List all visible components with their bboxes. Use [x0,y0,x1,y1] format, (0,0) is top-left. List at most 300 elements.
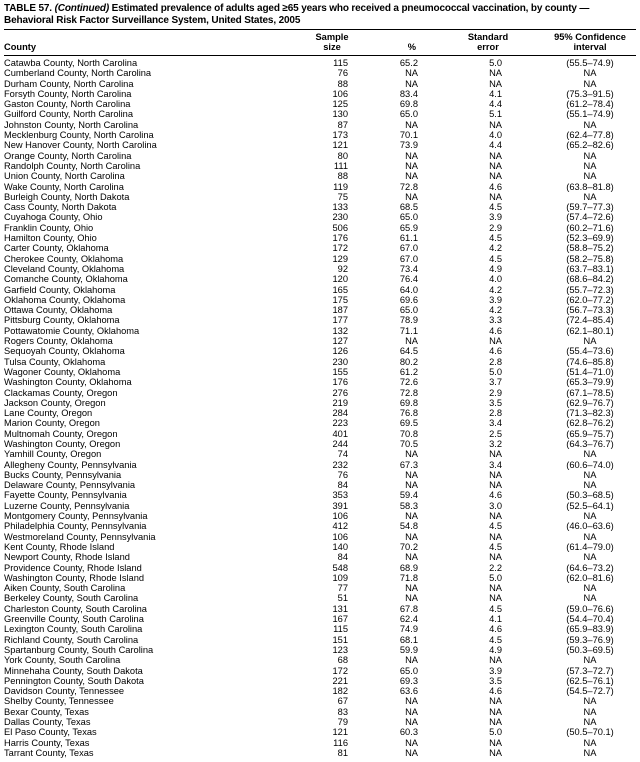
sample-size-cell: 167 [332,614,348,625]
confidence-interval-cell: (62.0–77.2) [566,294,614,305]
standard-error-cell: 4.6 [489,490,502,501]
table-row [4,315,636,325]
confidence-interval-cell: (65.9–75.7) [566,428,614,439]
percent-cell: 73.4 [399,263,418,274]
standard-error-cell: 3.9 [489,212,502,223]
prevalence-table [4,29,636,758]
sample-size-cell: 172 [332,243,348,254]
standard-error-cell: 4.1 [489,614,502,625]
standard-error-cell: NA [489,449,502,460]
table-row [4,593,636,603]
percent-cell: 65.9 [399,222,418,233]
county-cell: Oklahoma County, Oklahoma [4,294,126,305]
table-row [4,542,636,552]
percent-cell: 80.2 [399,356,418,367]
percent-cell: 65.0 [399,109,418,120]
confidence-interval-cell: NA [583,717,597,727]
sample-size-cell: 130 [332,109,348,120]
sample-size-cell: 221 [332,675,348,686]
table-row [4,367,636,377]
standard-error-cell: NA [489,706,502,717]
confidence-interval-cell: (65.9–83.9) [566,624,614,635]
standard-error-cell: NA [489,717,502,727]
standard-error-cell: NA [489,655,502,666]
standard-error-cell: 3.4 [489,418,502,429]
confidence-interval-cell: NA [583,150,597,161]
sample-size-cell: 125 [332,99,348,110]
table-row [4,604,636,614]
county-cell: Johnston County, North Carolina [4,119,139,130]
table-row [4,532,636,542]
standard-error-cell: 4.0 [489,130,502,141]
confidence-interval-cell: (50.3–68.5) [566,490,614,501]
standard-error-cell: NA [489,150,502,161]
standard-error-cell: NA [489,737,502,748]
table-row [4,233,636,243]
percent-cell: NA [405,449,418,460]
standard-error-cell: 4.0 [489,274,502,285]
confidence-interval-cell: (62.9–76.7) [566,397,614,408]
confidence-interval-cell: (51.4–71.0) [566,366,614,377]
sample-size-cell: 129 [332,253,348,264]
confidence-interval-cell: (67.1–78.5) [566,387,614,398]
county-cell: Kent County, Rhode Island [4,541,115,552]
percent-cell: 69.5 [399,418,418,429]
sample-size-cell: 88 [337,78,348,89]
percent-cell: 70.2 [399,541,418,552]
county-cell: Union County, North Carolina [4,171,125,182]
sample-size-cell: 80 [337,150,348,161]
sample-size-cell: 187 [332,305,348,316]
standard-error-cell: 4.9 [489,263,502,274]
col-header-percent: % [354,30,426,56]
sample-size-cell: 88 [337,171,348,182]
confidence-interval-cell: (62.1–80.1) [566,325,614,336]
confidence-interval-cell: (61.4–79.0) [566,541,614,552]
confidence-interval-cell: (64.3–76.7) [566,438,614,449]
standard-error-cell: 3.7 [489,377,502,388]
confidence-interval-cell: NA [583,78,597,89]
county-cell: Montgomery County, Pennsylvania [4,511,148,522]
county-cell: Cleveland County, Oklahoma [4,263,125,274]
county-cell: Pennington County, South Dakota [4,675,144,686]
confidence-interval-cell: (65.2–82.6) [566,140,614,151]
county-cell: Allegheny County, Pennsylvania [4,459,137,470]
percent-cell: 67.3 [399,459,418,470]
table-row [4,418,636,428]
county-cell: Spartanburg County, South Carolina [4,644,154,655]
county-cell: Gaston County, North Carolina [4,99,131,110]
confidence-interval-cell: NA [583,747,597,758]
sample-size-cell: 120 [332,274,348,285]
percent-cell: 59.9 [399,644,418,655]
percent-cell: 72.6 [399,377,418,388]
confidence-interval-cell: (62.0–81.6) [566,572,614,583]
confidence-interval-cell: NA [583,593,597,604]
table-row [4,285,636,295]
confidence-interval-cell: (55.7–72.3) [566,284,614,295]
table-title-line2: Behavioral Risk Factor Surveillance System, United States, 2005 [4,14,301,26]
percent-cell: 67.0 [399,253,418,264]
percent-cell: NA [405,160,418,171]
standard-error-cell: NA [489,531,502,542]
confidence-interval-cell: (50.3–69.5) [566,644,614,655]
county-cell: Minnehaha County, South Dakota [4,665,143,676]
standard-error-cell: 3.5 [489,397,502,408]
sample-size-cell: 177 [332,315,348,326]
sample-size-cell: 140 [332,541,348,552]
standard-error-cell: 4.5 [489,634,502,645]
table-row [4,738,636,748]
table-row [4,676,636,686]
table-row [4,480,636,490]
standard-error-cell: 5.0 [489,727,502,738]
table-row [4,460,636,470]
sample-size-cell: 230 [332,356,348,367]
table-row [4,501,636,511]
confidence-interval-cell: (75.3–91.5) [566,88,614,99]
table-row [4,686,636,696]
table-row [4,748,636,758]
standard-error-cell: 4.6 [489,346,502,357]
table-row [4,212,636,222]
county-cell: Washington County, Rhode Island [4,572,145,583]
table-row [4,223,636,233]
county-cell: Cherokee County, Oklahoma [4,253,124,264]
percent-cell: NA [405,68,418,79]
percent-cell: 68.5 [399,202,418,213]
county-cell: El Paso County, Texas [4,727,97,738]
sample-size-cell: 106 [332,531,348,542]
percent-cell: 65.0 [399,665,418,676]
col-header-sample-size: Sample size [300,30,354,56]
county-cell: Lexington County, South Carolina [4,624,143,635]
table-row [4,192,636,202]
standard-error-cell: 4.5 [489,541,502,552]
sample-size-cell: 74 [337,449,348,460]
sample-size-cell: 51 [337,593,348,604]
standard-error-cell: NA [489,511,502,522]
confidence-interval-cell: NA [583,531,597,542]
sample-size-cell: 173 [332,130,348,141]
standard-error-cell: 5.1 [489,109,502,120]
percent-cell: 69.6 [399,294,418,305]
standard-error-cell: 3.2 [489,438,502,449]
sample-size-cell: 83 [337,706,348,717]
table-row [4,470,636,480]
sample-size-cell: 76 [337,68,348,79]
confidence-interval-cell: (50.5–70.1) [566,727,614,738]
standard-error-cell: 4.5 [489,233,502,244]
confidence-interval-cell: (57.4–72.6) [566,212,614,223]
county-cell: Philadelphia County, Pennsylvania [4,521,147,532]
sample-size-cell: 77 [337,583,348,594]
table-row [4,666,636,676]
sample-size-cell: 223 [332,418,348,429]
sample-size-cell: 391 [332,500,348,511]
standard-error-cell: 4.2 [489,305,502,316]
standard-error-cell: 5.0 [489,572,502,583]
sample-size-cell: 121 [332,727,348,738]
county-cell: Rogers County, Oklahoma [4,336,113,347]
county-cell: Mecklenburg County, North Carolina [4,130,154,141]
sample-size-cell: 68 [337,655,348,666]
sample-size-cell: 412 [332,521,348,532]
county-cell: York County, South Carolina [4,655,121,666]
confidence-interval-cell: (62.5–76.1) [566,675,614,686]
standard-error-cell: 4.5 [489,253,502,264]
table-row [4,295,636,305]
table-row [4,274,636,284]
county-cell: Pittsburg County, Oklahoma [4,315,120,326]
percent-cell: NA [405,150,418,161]
standard-error-cell: 4.6 [489,624,502,635]
confidence-interval-cell: NA [583,469,597,480]
confidence-interval-cell: (72.4–85.4) [566,315,614,326]
county-cell: Fayette County, Pennsylvania [4,490,127,501]
sample-size-cell: 165 [332,284,348,295]
confidence-interval-cell: NA [583,160,597,171]
table-row [4,408,636,418]
sample-size-cell: 81 [337,747,348,758]
confidence-interval-cell: (56.7–73.3) [566,305,614,316]
sample-size-cell: 84 [337,552,348,563]
county-cell: Durham County, North Carolina [4,78,134,89]
confidence-interval-cell: (59.0–76.6) [566,603,614,614]
standard-error-cell: NA [489,552,502,563]
col-header-confidence-interval: 95% Confidence interval [514,30,636,56]
county-cell: Guilford County, North Carolina [4,109,134,120]
sample-size-cell: 87 [337,119,348,130]
standard-error-cell: 3.5 [489,675,502,686]
standard-error-cell: 4.2 [489,284,502,295]
county-cell: Providence County, Rhode Island [4,562,142,573]
standard-error-cell: 5.0 [489,58,502,68]
standard-error-cell: 3.9 [489,665,502,676]
sample-size-cell: 106 [332,511,348,522]
confidence-interval-cell: NA [583,171,597,182]
county-cell: Forsyth County, North Carolina [4,88,132,99]
standard-error-cell: 4.4 [489,99,502,110]
standard-error-cell: 3.3 [489,315,502,326]
sample-size-cell: 175 [332,294,348,305]
county-cell: Harris County, Texas [4,737,90,748]
county-cell: Dallas County, Texas [4,717,91,727]
standard-error-cell: NA [489,191,502,202]
confidence-interval-cell: (54.5–72.7) [566,686,614,697]
county-cell: Newport County, Rhode Island [4,552,130,563]
county-cell: Burleigh County, North Dakota [4,191,130,202]
sample-size-cell: 244 [332,438,348,449]
confidence-interval-cell: NA [583,336,597,347]
county-cell: Carter County, Oklahoma [4,243,109,254]
table-title-text: Estimated prevalence of adults aged ≥65 years who received a pneumococcal vaccination, by county — [111,3,590,14]
percent-cell: NA [405,469,418,480]
confidence-interval-cell: (74.6–85.8) [566,356,614,367]
table-row [4,109,636,119]
table-row [4,563,636,573]
percent-cell: 71.8 [399,572,418,583]
standard-error-cell: NA [489,68,502,79]
standard-error-cell: 4.9 [489,644,502,655]
county-cell: Westmoreland County, Pennsylvania [4,531,156,542]
percent-cell: NA [405,583,418,594]
table-row [4,99,636,109]
county-cell: New Hanover County, North Carolina [4,140,157,151]
percent-cell: NA [405,336,418,347]
percent-cell: NA [405,593,418,604]
table-row [4,727,636,737]
sample-size-cell: 116 [333,737,348,748]
table-row [4,346,636,356]
county-cell: Clackamas County, Oregon [4,387,118,398]
table-row [4,521,636,531]
percent-cell: 67.8 [399,603,418,614]
sample-size-cell: 172 [332,665,348,676]
table-row [4,243,636,253]
table-row [4,377,636,387]
percent-cell: 67.0 [399,243,418,254]
standard-error-cell: 4.5 [489,521,502,532]
county-cell: Cass County, North Dakota [4,202,117,213]
county-cell: Tulsa County, Oklahoma [4,356,106,367]
percent-cell: NA [405,119,418,130]
sample-size-cell: 132 [332,325,348,336]
percent-cell: 69.3 [399,675,418,686]
percent-cell: 65.2 [399,58,418,68]
sample-size-cell: 548 [332,562,348,573]
standard-error-cell: 2.5 [489,428,502,439]
standard-error-cell: NA [489,78,502,89]
standard-error-cell: 2.2 [489,562,502,573]
table-row [4,254,636,264]
percent-cell: 59.4 [399,490,418,501]
confidence-interval-cell: NA [583,119,597,130]
table-row [4,490,636,500]
standard-error-cell: 4.6 [489,686,502,697]
sample-size-cell: 126 [332,346,348,357]
sample-size-cell: 67 [337,696,348,707]
sample-size-cell: 115 [333,58,348,68]
sample-size-cell: 76 [337,469,348,480]
table-body [4,56,636,759]
county-cell: Cumberland County, North Carolina [4,68,152,79]
confidence-interval-cell: (52.3–69.9) [566,233,614,244]
county-cell: Bexar County, Texas [4,706,89,717]
percent-cell: 76.8 [399,408,418,419]
sample-size-cell: 109 [332,572,348,583]
percent-cell: NA [405,191,418,202]
table-row [4,573,636,583]
table-title [4,3,636,15]
confidence-interval-cell: NA [583,696,597,707]
county-cell: Shelby County, Tennessee [4,696,114,707]
percent-cell: 73.9 [399,140,418,151]
percent-cell: 61.2 [399,366,418,377]
percent-cell: 64.5 [399,346,418,357]
county-cell: Berkeley County, South Carolina [4,593,139,604]
percent-cell: 63.6 [399,686,418,697]
sample-size-cell: 155 [332,366,348,377]
confidence-interval-cell: (71.3–82.3) [566,408,614,419]
confidence-interval-cell: (55.4–73.6) [566,346,614,357]
standard-error-cell: NA [489,696,502,707]
percent-cell: 68.1 [399,634,418,645]
percent-cell: NA [405,531,418,542]
county-cell: Wagoner County, Oklahoma [4,366,121,377]
county-cell: Greenville County, South Carolina [4,614,144,625]
table-row [4,151,636,161]
table-row [4,449,636,459]
county-cell: Hamilton County, Ohio [4,233,97,244]
sample-size-cell: 111 [333,160,348,171]
county-cell: Lane County, Oregon [4,408,93,419]
confidence-interval-cell: (55.1–74.9) [566,109,614,120]
table-row [4,68,636,78]
county-cell: Yamhill County, Oregon [4,449,102,460]
confidence-interval-cell: (58.8–75.2) [566,243,614,254]
confidence-interval-cell: (59.7–77.3) [566,202,614,213]
sample-size-cell: 127 [332,336,348,347]
percent-cell: 78.9 [399,315,418,326]
table-row [4,264,636,274]
table-row [4,305,636,315]
percent-cell: 74.9 [399,624,418,635]
table-row [4,388,636,398]
sample-size-cell: 506 [332,222,348,233]
standard-error-cell: 4.6 [489,181,502,192]
standard-error-cell: NA [489,160,502,171]
percent-cell: 65.0 [399,212,418,223]
percent-cell: 61.1 [399,233,418,244]
table-row [4,130,636,140]
percent-cell: 70.5 [399,438,418,449]
sample-size-cell: 123 [332,644,348,655]
percent-cell: NA [405,511,418,522]
sample-size-cell: 401 [332,428,348,439]
standard-error-cell: 4.6 [489,325,502,336]
table-row [4,707,636,717]
confidence-interval-cell: (61.2–78.4) [566,99,614,110]
county-cell: Multnomah County, Oregon [4,428,118,439]
percent-cell: 65.0 [399,305,418,316]
percent-cell: NA [405,480,418,491]
standard-error-cell: NA [489,480,502,491]
confidence-interval-cell: NA [583,449,597,460]
sample-size-cell: 119 [333,181,348,192]
table-row [4,645,636,655]
table-row [4,326,636,336]
col-header-standard-error: Standard error [426,30,514,56]
county-cell: Pottawatomie County, Oklahoma [4,325,140,336]
table-row [4,429,636,439]
sample-size-cell: 276 [332,387,348,398]
percent-cell: NA [405,696,418,707]
confidence-interval-cell: (62.4–77.8) [566,130,614,141]
standard-error-cell: 3.9 [489,294,502,305]
percent-cell: 58.3 [399,500,418,511]
standard-error-cell: 4.5 [489,202,502,213]
county-cell: Comanche County, Oklahoma [4,274,128,285]
sample-size-cell: 121 [332,140,348,151]
standard-error-cell: 4.2 [489,243,502,254]
percent-cell: 69.8 [399,99,418,110]
standard-error-cell: 3.0 [489,500,502,511]
standard-error-cell: 2.9 [489,387,502,398]
confidence-interval-cell: NA [583,191,597,202]
standard-error-cell: NA [489,593,502,604]
sample-size-cell: 115 [333,624,348,635]
